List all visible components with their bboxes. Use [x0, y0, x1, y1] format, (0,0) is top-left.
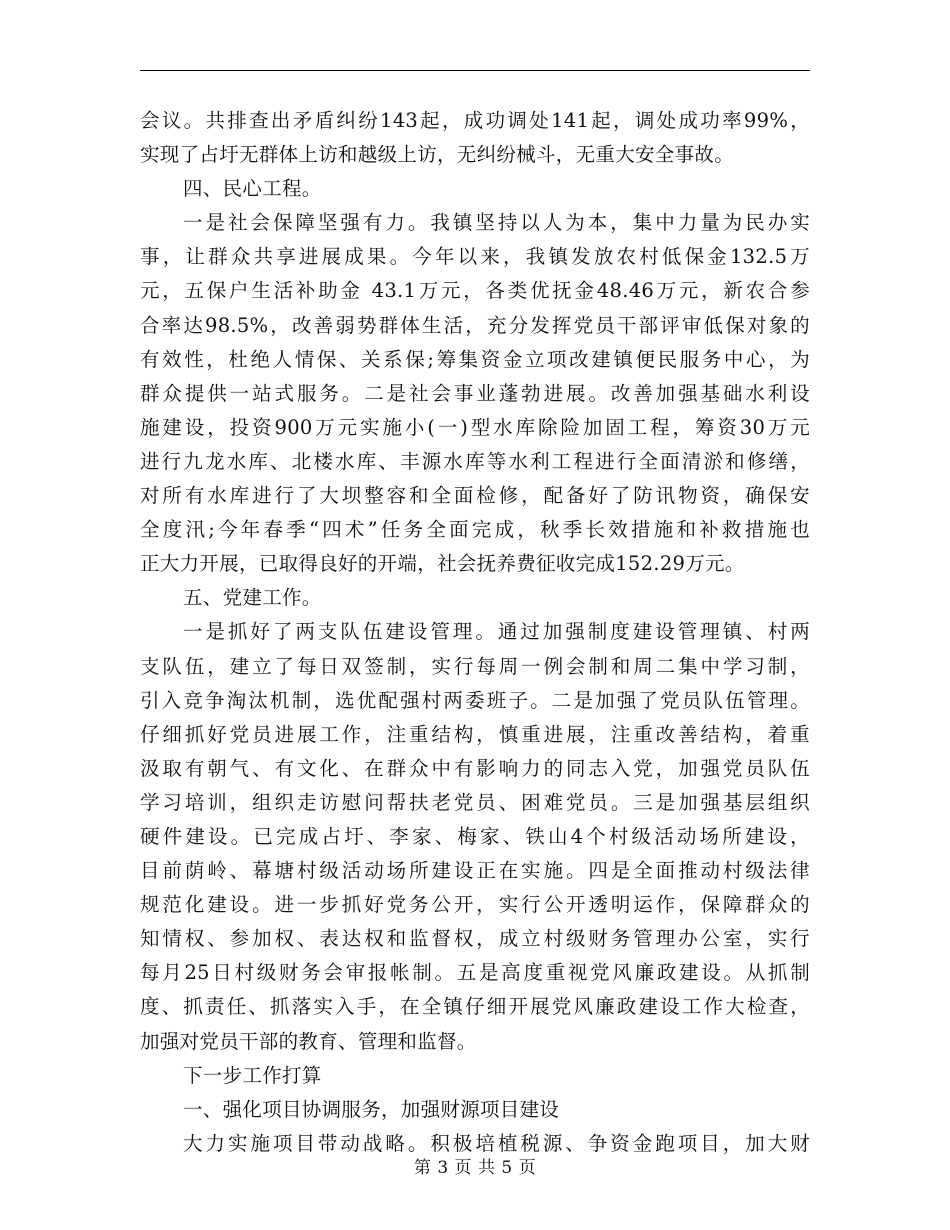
- text-line: 下一步工作打算: [183, 1063, 322, 1087]
- text-line: 知情权、参加权、表达权和监督权，成立村级财务管理办公室，实行: [140, 927, 810, 951]
- text-line: 正大力开展，已取得良好的开端，社会抚养费征收完成152.29万元。: [140, 552, 745, 576]
- header-rule: [140, 70, 810, 71]
- text-line: 一是社会保障坚强有力。我镇坚持以人为本，集中力量为民办实: [183, 211, 810, 235]
- text-line: 度、抓责任、抓落实入手，在全镇仔细开展党风廉政建设工作大检查，: [140, 995, 810, 1019]
- text-line: 每月25日村级财务会审报帐制。五是高度重视党风廉政建设。从抓制: [140, 961, 810, 985]
- text-line: 会议。共排查出矛盾纠纷143起，成功调处141起，调处成功率99%，: [140, 109, 810, 132]
- text-line: 事，让群众共享进展成果。今年以来，我镇发放农村低保金132.5万: [140, 245, 810, 269]
- text-line: 施建设，投资900万元实施小(一)型水库除险加固工程，筹资30万元: [140, 415, 810, 439]
- text-line: 目前荫岭、幕塘村级活动场所建设正在实施。四是全面推动村级法律: [140, 859, 810, 883]
- text-line: 大力实施项目带动战略。积极培植税源、争资金跑项目，加大财: [183, 1131, 810, 1155]
- text-line: 有效性，杜绝人情保、关系保;筹集资金立项改建镇便民服务中心，为: [140, 347, 810, 371]
- text-line: 仔细抓好党员进展工作，注重结构，慎重进展，注重改善结构，着重: [140, 722, 810, 746]
- page-number: 第 3 页 共 5 页: [413, 1158, 537, 1178]
- text-line: 引入竞争淘汰机制，选优配强村两委班子。二是加强了党员队伍管理。: [140, 688, 810, 712]
- text-line: 规范化建设。进一步抓好党务公开，实行公开透明运作，保障群众的: [140, 893, 810, 917]
- text-line: 进行九龙水库、北楼水库、丰源水库等水利工程进行全面清淤和修缮，: [140, 449, 810, 473]
- text-line: 一、强化项目协调服务，加强财源项目建设: [183, 1097, 560, 1121]
- text-line: 加强对党员干部的教育、管理和监督。: [140, 1029, 477, 1053]
- text-line: 支队伍，建立了每日双签制，实行每周一例会制和周二集中学习制，: [140, 654, 810, 678]
- text-line: 学习培训，组织走访慰问帮扶老党员、困难党员。三是加强基层组织: [140, 790, 810, 814]
- text-line: 一是抓好了两支队伍建设管理。通过加强制度建设管理镇、村两: [183, 620, 810, 644]
- text-line: 合率达98.5%，改善弱势群体生活，充分发挥党员干部评审低保对象的: [140, 313, 810, 337]
- text-line: 汲取有朝气、有文化、在群众中有影响力的同志入党，加强党员队伍: [140, 756, 810, 780]
- text-line: 四、民心工程。: [183, 177, 322, 201]
- document-body: [140, 104, 810, 1161]
- text-line: 实现了占圩无群体上访和越级上访，无纠纷械斗，无重大安全事故。: [140, 143, 735, 167]
- text-line: 群众提供一站式服务。二是社会事业蓬勃进展。改善加强基础水利设: [140, 381, 810, 405]
- text-line: 五、党建工作。: [183, 586, 322, 610]
- text-line: 硬件建设。已完成占圩、李家、梅家、铁山4个村级活动场所建设，: [140, 824, 810, 848]
- text-line: 对所有水库进行了大坝整容和全面检修，配备好了防讯物资，确保安: [140, 484, 810, 508]
- text-line: 全度汛;今年春季“四术”任务全面完成，秋季长效措施和补救措施也: [140, 518, 810, 542]
- text-line: 元，五保户生活补助金 43.1万元，各类优抚金48.46万元，新农合参: [140, 279, 810, 303]
